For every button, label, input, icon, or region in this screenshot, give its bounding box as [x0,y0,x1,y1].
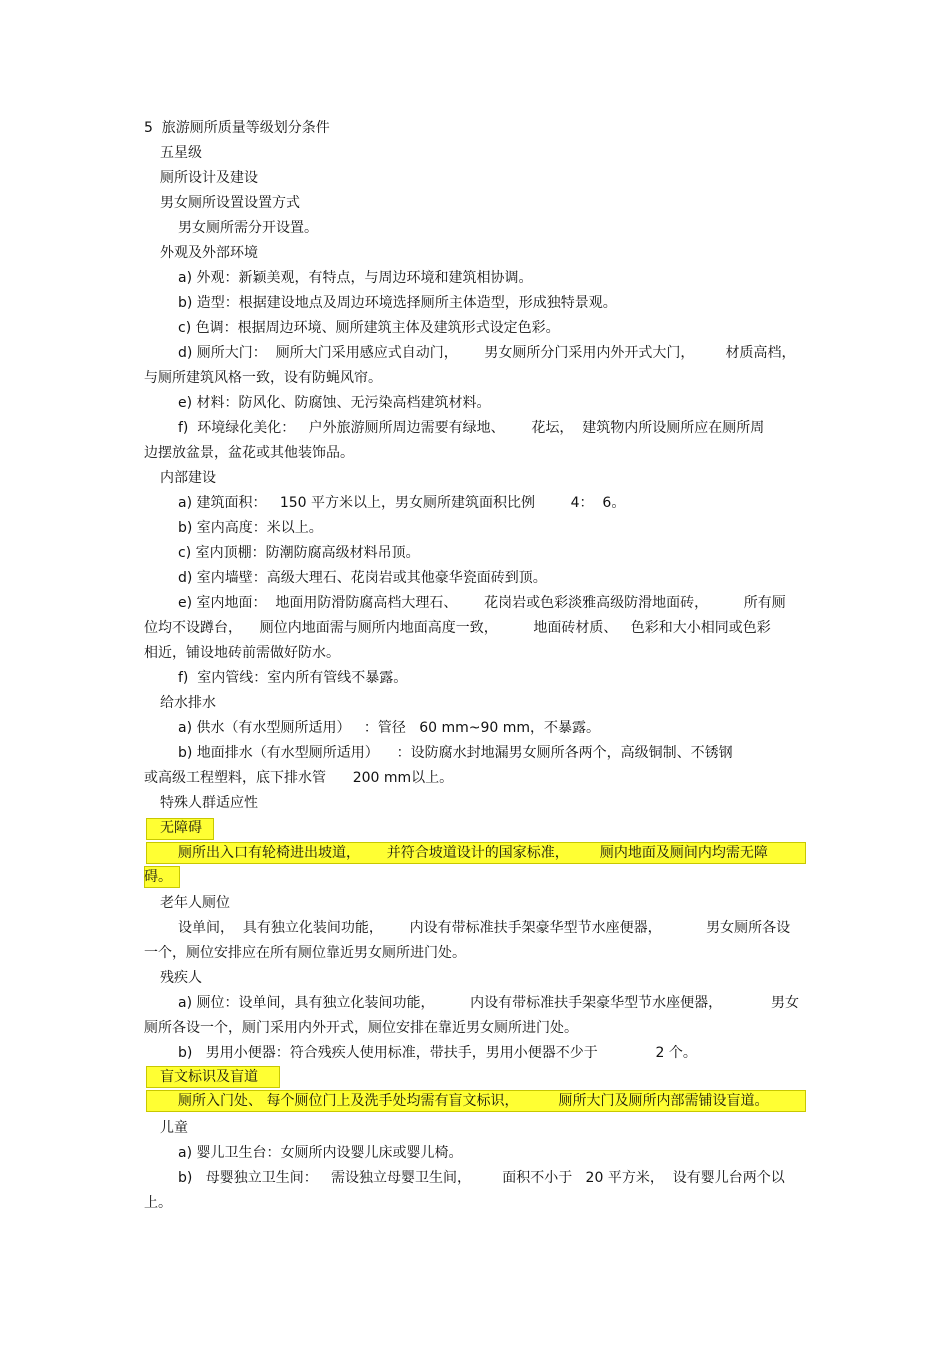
body-line: 男女厕所需分开设置。 [178,220,318,236]
list-item-cont: 与厕所建筑风格一致，设有防蝇风帘。 [144,370,382,386]
subheading: 老年人厕位 [160,895,230,911]
list-item-cont: 相近，铺设地砖前需做好防水。 [144,645,340,661]
list-item-cont: 位均不设蹲台， 厕位内地面需与厕所内地面高度一致， 地面砖材质、 色彩和大小相同或色彩 [144,620,771,636]
subheading: 男女厕所设置设置方式 [160,195,300,211]
list-item: b) 地面排水（有水型厕所适用） ：设防腐水封地漏男女厕所各两个，高级铜制、不锈钢 [178,745,733,761]
list-item: d) 室内墙壁：高级大理石、花岗岩或其他豪华瓷面砖到顶。 [178,570,547,586]
subheading: 儿童 [160,1120,188,1136]
subheading: 厕所设计及建设 [160,170,258,186]
list-item-cont: 边摆放盆景，盆花或其他装饰品。 [144,445,354,461]
highlighted-subheading: 盲文标识及盲道 [160,1069,258,1085]
subheading: 内部建设 [160,470,216,486]
highlighted-body-cont: 碍。 [144,869,172,885]
list-item-cont: 或高级工程塑料，底下排水管 200 mm以上。 [144,770,454,786]
highlighted-body-line: 厕所出入口有轮椅进出坡道， 并符合坡道设计的国家标准， 厕内地面及厕间内均需无障 [178,845,768,861]
subheading: 给水排水 [160,695,216,711]
list-item: f) 环境绿化美化： 户外旅游厕所周边需要有绿地、 花坛， 建筑物内所设厕所应在厕所周 [178,420,765,436]
list-item: c) 色调：根据周边环境、厕所建筑主体及建筑形式设定色彩。 [178,320,560,336]
list-item-cont: 上。 [144,1195,172,1211]
list-item: b) 造型：根据建设地点及周边环境选择厕所主体造型，形成独特景观。 [178,295,617,311]
list-item: c) 室内顶棚：防潮防腐高级材料吊顶。 [178,545,420,561]
list-item: b) 室内高度：米以上。 [178,520,323,536]
list-item: a) 供水（有水型厕所适用） ：管径 60 mm~90 mm，不暴露。 [178,720,601,736]
highlighted-subheading: 无障碍 [160,820,202,836]
section-heading: 5 旅游厕所质量等级划分条件 [144,120,330,136]
list-item: f) 室内管线：室内所有管线不暴露。 [178,670,408,686]
body-line: 设单间， 具有独立化装间功能， 内设有带标准扶手架豪华型节水座便器， 男女厕所各设 [178,920,791,936]
list-item-cont: 厕所各设一个，厕门采用内外开式，厕位安排在靠近男女厕所进门处。 [144,1020,578,1036]
level-heading: 五星级 [160,145,202,161]
list-item: a) 厕位：设单间，具有独立化装间功能， 内设有带标准扶手架豪华型节水座便器， 男女 [178,995,800,1011]
body-line-cont: 一个，厕位安排应在所有厕位靠近男女厕所进门处。 [144,945,466,961]
subheading: 残疾人 [160,970,202,986]
list-item: b) 男用小便器：符合残疾人使用标准，带扶手，男用小便器不少于 2 个。 [178,1045,697,1061]
highlighted-body-line: 厕所入门处、 每个厕位门上及洗手处均需有盲文标识， 厕所大门及厕所内部需铺设盲道。 [178,1093,769,1109]
subheading: 外观及外部环境 [160,245,258,261]
list-item: b) 母婴独立卫生间： 需设独立母婴卫生间， 面积不小于 20 平方米， 设有婴儿台两个以 [178,1170,785,1186]
list-item: a) 建筑面积： 150 平方米以上，男女厕所建筑面积比例 4： 6。 [178,495,626,511]
subheading: 特殊人群适应性 [160,795,258,811]
list-item: e) 室内地面： 地面用防滑防腐高档大理石、 花岗岩或色彩淡雅高级防滑地面砖， 所有厕 [178,595,786,611]
list-item: a) 婴儿卫生台：女厕所内设婴儿床或婴儿椅。 [178,1145,463,1161]
list-item: a) 外观：新颖美观，有特点，与周边环境和建筑相协调。 [178,270,533,286]
list-item: e) 材料：防风化、防腐蚀、无污染高档建筑材料。 [178,395,491,411]
list-item: d) 厕所大门： 厕所大门采用感应式自动门， 男女厕所分门采用内外开式大门， 材质高档， [178,345,796,361]
